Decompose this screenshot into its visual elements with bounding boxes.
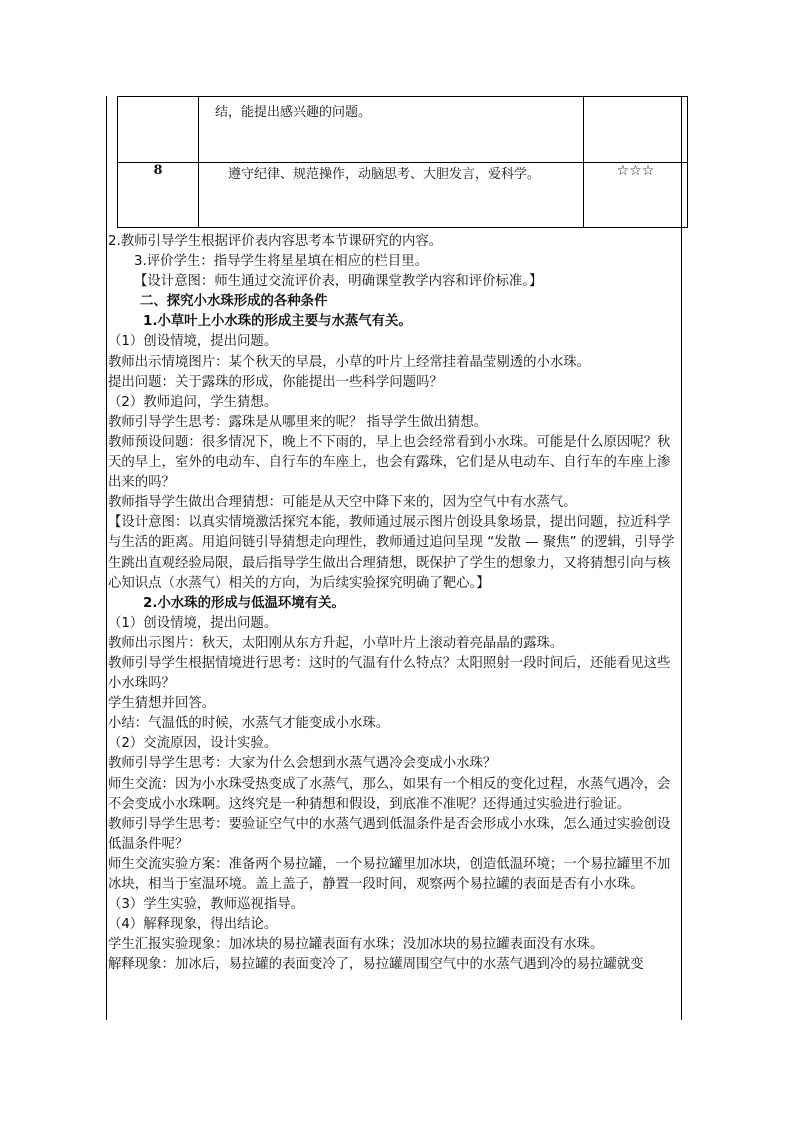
lesson-paragraph: 【设计意图：师生通过交流评价表，明确课堂教学内容和评价标准。】 (134, 274, 543, 290)
lesson-paragraph: 二、探究小水珠形成的各种条件 (140, 294, 328, 310)
lesson-paragraph: 教师引导学生思考：大家为什么会想到水蒸气遇冷会变成小水珠？ (108, 756, 497, 772)
lesson-body-text (108, 232, 678, 975)
lesson-paragraph: 教师出示情境图片：某个秋天的早晨，小草的叶片上经常挂着晶莹剔透的小水珠。 (108, 354, 591, 370)
lesson-paragraph: 【设计意图：以真实情境激活探究本能，教师通过展示图片创设具象场景，提出问题，拉近科学与生活的距离。用追问链引导猜想走向理性，教师通过追问呈现 “发散 — 聚焦” 的逻辑，引导学生跳出直观经验局限，最后指导学生做出合理猜想，既保护了学生的想象力，又将猜想引向与核心知识点（水蒸气）相关的方向，为后续实验探究明确了靶心。】 (108, 515, 675, 591)
table-row (118, 97, 688, 163)
lesson-paragraph: 教师引导学生根据情境进行思考：这时的气温有什么特点？太阳照射一段时间后，还能看见这些小水珠吗？ (108, 655, 671, 692)
lesson-paragraph: 师生交流：因为小水珠受热变成了水蒸气，那么，如果有一个相反的变化过程，水蒸气遇冷，会不会变成小水珠啊。这终究是一种猜想和假设，到底准不准呢？还得通过实验进行验证。 (108, 776, 671, 812)
table-cell-criterion: 结，能提出感兴趣的问题。 (199, 97, 584, 163)
lesson-paragraph: （2）教师追问，学生猜想。 (108, 394, 278, 410)
lesson-paragraph: 提出问题：关于露珠的形成，你能提出一些科学问题吗？ (108, 374, 443, 390)
lesson-paragraph: （2）交流原因，设计实验。 (108, 736, 278, 752)
table-cell-criterion: 遵守纪律、规范操作，动脑思考、大胆发言，爱科学。 (199, 163, 584, 228)
lesson-paragraph: 教师出示图片：秋天，太阳刚从东方升起，小草叶片上滚动着亮晶晶的露珠。 (108, 635, 564, 651)
lesson-paragraph: 3.评价学生：指导学生将星星填在相应的栏目里。 (134, 254, 428, 270)
lesson-paragraph: 教师引导学生思考：露珠是从哪里来的呢？ 指导学生做出猜想。 (108, 414, 488, 430)
table-cell-stars: ☆☆☆ (584, 163, 688, 228)
lesson-paragraph: （1）创设情境，提出问题。 (108, 334, 278, 350)
lesson-paragraph: （4）解释现象，得出结论。 (108, 917, 278, 933)
lesson-paragraph: （3）学生实验，教师巡视指导。 (108, 897, 304, 913)
lesson-paragraph: 学生汇报实验现象：加冰块的易拉罐表面有水珠；没加冰块的易拉罐表面没有水珠。 (108, 937, 604, 953)
table-cell-number (118, 97, 199, 163)
lesson-paragraph: 2.小水珠的形成与低温环境有关。 (143, 595, 345, 611)
table-cell-stars (584, 97, 688, 163)
evaluation-table (117, 96, 688, 228)
lesson-paragraph: 2.教师引导学生根据评价表内容思考本节课研究的内容。 (108, 234, 443, 249)
lesson-paragraph: 教师指导学生做出合理猜想：可能是从天空中降下来的，因为空气中有水蒸气。 (108, 495, 577, 511)
table-cell-number: 8 (118, 163, 199, 228)
lesson-paragraph: 解释现象：加冰后，易拉罐的表面变冷了，易拉罐周围空气中的水蒸气遇到冷的易拉罐就变 (108, 957, 644, 973)
lesson-paragraph: 教师引导学生思考：要验证空气中的水蒸气遇到低温条件是否会形成小水珠，怎么通过实验创设低温条件呢？ (108, 816, 671, 852)
lesson-paragraph: 学生猜想并回答。 (108, 696, 216, 712)
lesson-paragraph: 1.小草叶上小水珠的形成主要与水蒸气有关。 (143, 314, 412, 330)
lesson-paragraph: 师生交流实验方案：准备两个易拉罐，一个易拉罐里加冰块，创造低温环境；一个易拉罐里不加冰块，相当于室温环境。盖上盖子，静置一段时间，观察两个易拉罐的表面是否有小水珠。 (108, 856, 671, 892)
table-row (118, 163, 688, 228)
lesson-paragraph: （1）创设情境，提出问题。 (108, 615, 278, 631)
lesson-paragraph: 教师预设问题：很多情况下，晚上不下雨的，早上也会经常看到小水珠。可能是什么原因呢？秋天的早上，室外的电动车、自行车的车座上，也会有露珠，它们是从电动车、自行车的车座上渗出来的吗？ (108, 434, 671, 491)
lesson-paragraph: 小结：气温低的时候，水蒸气才能变成小水珠。 (108, 716, 390, 732)
